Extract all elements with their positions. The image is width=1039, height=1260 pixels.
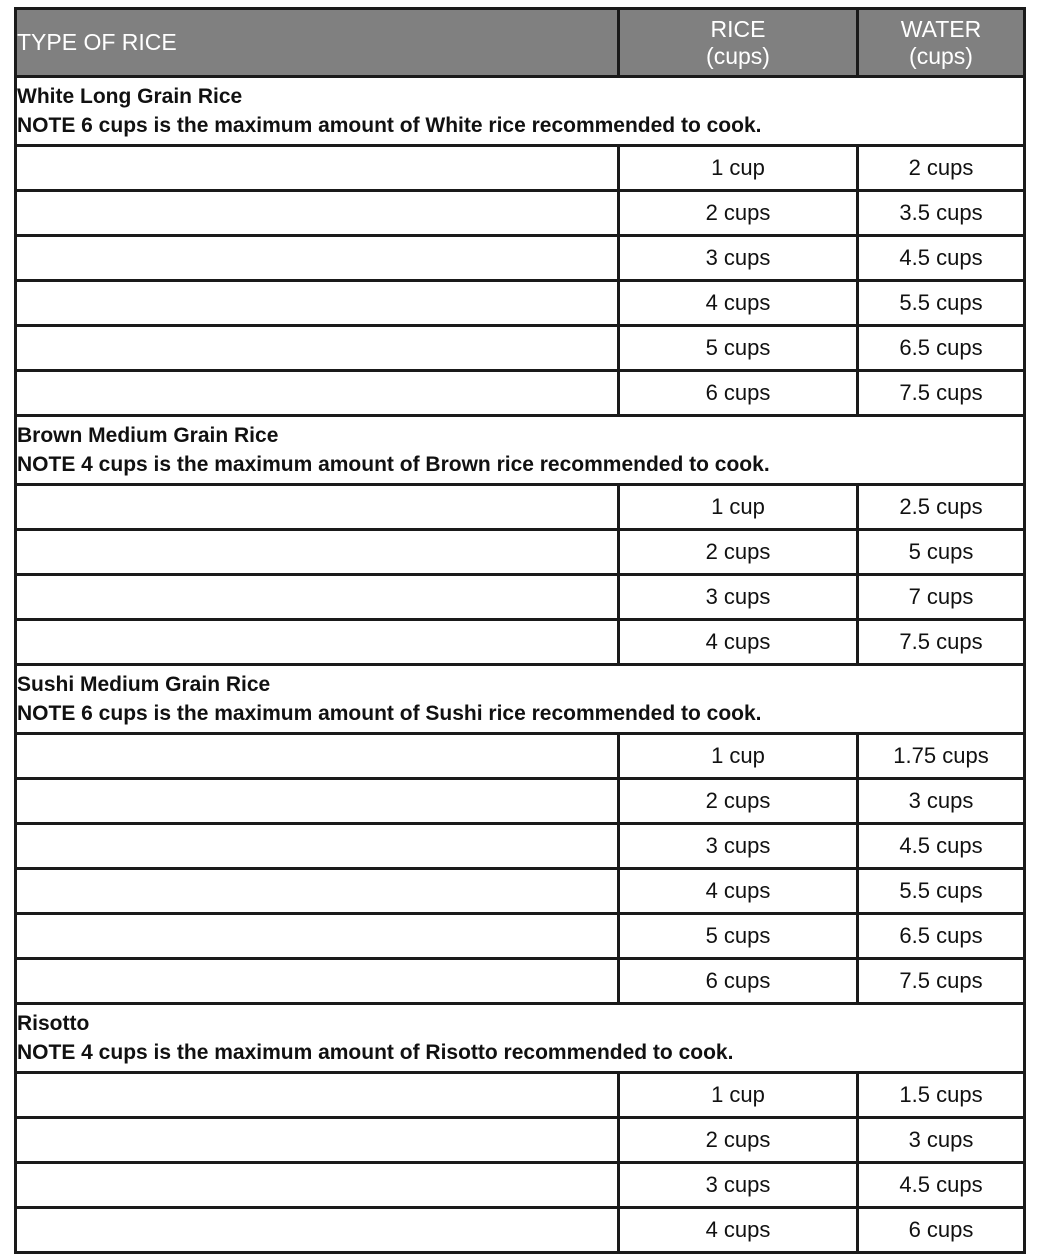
table-body [16, 77, 1025, 1253]
table-row [16, 575, 1025, 620]
rice-amount-cell: 3 cups [619, 236, 858, 281]
rice-amount-cell: 2 cups [619, 779, 858, 824]
table-row [16, 1118, 1025, 1163]
section-row [16, 77, 1025, 146]
water-amount-cell: 6.5 cups [858, 914, 1025, 959]
water-amount-cell: 3 cups [858, 1118, 1025, 1163]
section-row [16, 1004, 1025, 1073]
section-title: Risotto [17, 1012, 90, 1035]
section-heading-cell [16, 1004, 1025, 1073]
rice-amount-cell: 4 cups [619, 281, 858, 326]
water-amount-cell: 7.5 cups [858, 620, 1025, 665]
table-row [16, 371, 1025, 416]
water-amount-cell: 5 cups [858, 530, 1025, 575]
table-row [16, 236, 1025, 281]
table-row [16, 869, 1025, 914]
rice-amount-cell: 6 cups [619, 371, 858, 416]
water-amount-cell: 3.5 cups [858, 191, 1025, 236]
type-cell [16, 779, 619, 824]
table-row [16, 1073, 1025, 1118]
table-row [16, 326, 1025, 371]
type-cell [16, 620, 619, 665]
table-row [16, 1208, 1025, 1253]
section-title: Brown Medium Grain Rice [17, 424, 279, 447]
table-row [16, 779, 1025, 824]
type-cell [16, 575, 619, 620]
section-note: NOTE 6 cups is the maximum amount of Sushi rice recommended to cook. [17, 702, 762, 725]
table-row [16, 530, 1025, 575]
type-cell [16, 1163, 619, 1208]
rice-cups-header [619, 9, 858, 77]
water-amount-cell: 2 cups [858, 146, 1025, 191]
rice-amount-cell: 3 cups [619, 1163, 858, 1208]
table-row [16, 485, 1025, 530]
rice-water-table [14, 7, 1026, 1254]
water-amount-cell: 2.5 cups [858, 485, 1025, 530]
rice-amount-cell: 2 cups [619, 191, 858, 236]
table-header-row [16, 9, 1025, 77]
water-amount-cell: 7 cups [858, 575, 1025, 620]
water-header-unit: (cups) [909, 42, 973, 69]
type-cell [16, 236, 619, 281]
rice-amount-cell: 1 cup [619, 1073, 858, 1118]
type-cell [16, 146, 619, 191]
type-cell [16, 824, 619, 869]
rice-amount-cell: 4 cups [619, 1208, 858, 1253]
rice-amount-cell: 4 cups [619, 620, 858, 665]
rice-amount-cell: 1 cup [619, 734, 858, 779]
water-amount-cell: 1.75 cups [858, 734, 1025, 779]
table-row [16, 914, 1025, 959]
rice-amount-cell: 6 cups [619, 959, 858, 1004]
table-row [16, 824, 1025, 869]
water-amount-cell: 5.5 cups [858, 869, 1025, 914]
water-amount-cell: 1.5 cups [858, 1073, 1025, 1118]
type-cell [16, 191, 619, 236]
section-heading-cell [16, 665, 1025, 734]
table-row [16, 734, 1025, 779]
type-cell [16, 1118, 619, 1163]
water-amount-cell: 7.5 cups [858, 959, 1025, 1004]
table-row [16, 146, 1025, 191]
section-title: Sushi Medium Grain Rice [17, 673, 271, 696]
type-cell [16, 485, 619, 530]
table-row [16, 1163, 1025, 1208]
water-amount-cell: 6.5 cups [858, 326, 1025, 371]
section-row [16, 416, 1025, 485]
rice-amount-cell: 3 cups [619, 824, 858, 869]
rice-amount-cell: 4 cups [619, 869, 858, 914]
water-amount-cell: 4.5 cups [858, 1163, 1025, 1208]
water-header-label: WATER [900, 15, 982, 42]
rice-amount-cell: 1 cup [619, 146, 858, 191]
water-amount-cell: 6 cups [858, 1208, 1025, 1253]
section-heading-cell [16, 77, 1025, 146]
water-amount-cell: 7.5 cups [858, 371, 1025, 416]
rice-header-unit: (cups) [706, 42, 770, 69]
type-cell [16, 530, 619, 575]
type-cell [16, 281, 619, 326]
rice-amount-cell: 3 cups [619, 575, 858, 620]
rice-amount-cell: 2 cups [619, 530, 858, 575]
type-cell [16, 1073, 619, 1118]
water-amount-cell: 4.5 cups [858, 824, 1025, 869]
table-row [16, 959, 1025, 1004]
water-amount-cell: 4.5 cups [858, 236, 1025, 281]
section-note: NOTE 4 cups is the maximum amount of Risotto recommended to cook. [17, 1041, 734, 1064]
section-row [16, 665, 1025, 734]
rice-header-label: RICE [710, 15, 766, 42]
type-cell [16, 326, 619, 371]
type-cell [16, 734, 619, 779]
water-cups-header [858, 9, 1025, 77]
type-cell [16, 914, 619, 959]
type-of-rice-header: TYPE OF RICE [16, 9, 619, 77]
rice-amount-cell: 5 cups [619, 326, 858, 371]
table-row [16, 281, 1025, 326]
section-title: White Long Grain Rice [17, 85, 243, 108]
water-amount-cell: 3 cups [858, 779, 1025, 824]
rice-amount-cell: 1 cup [619, 485, 858, 530]
rice-amount-cell: 5 cups [619, 914, 858, 959]
type-cell [16, 1208, 619, 1253]
type-cell [16, 959, 619, 1004]
rice-amount-cell: 2 cups [619, 1118, 858, 1163]
section-heading-cell [16, 416, 1025, 485]
water-amount-cell: 5.5 cups [858, 281, 1025, 326]
type-cell [16, 371, 619, 416]
table-row [16, 191, 1025, 236]
table-row [16, 620, 1025, 665]
section-note: NOTE 4 cups is the maximum amount of Brown rice recommended to cook. [17, 453, 770, 476]
type-cell [16, 869, 619, 914]
section-note: NOTE 6 cups is the maximum amount of White rice recommended to cook. [17, 114, 762, 137]
